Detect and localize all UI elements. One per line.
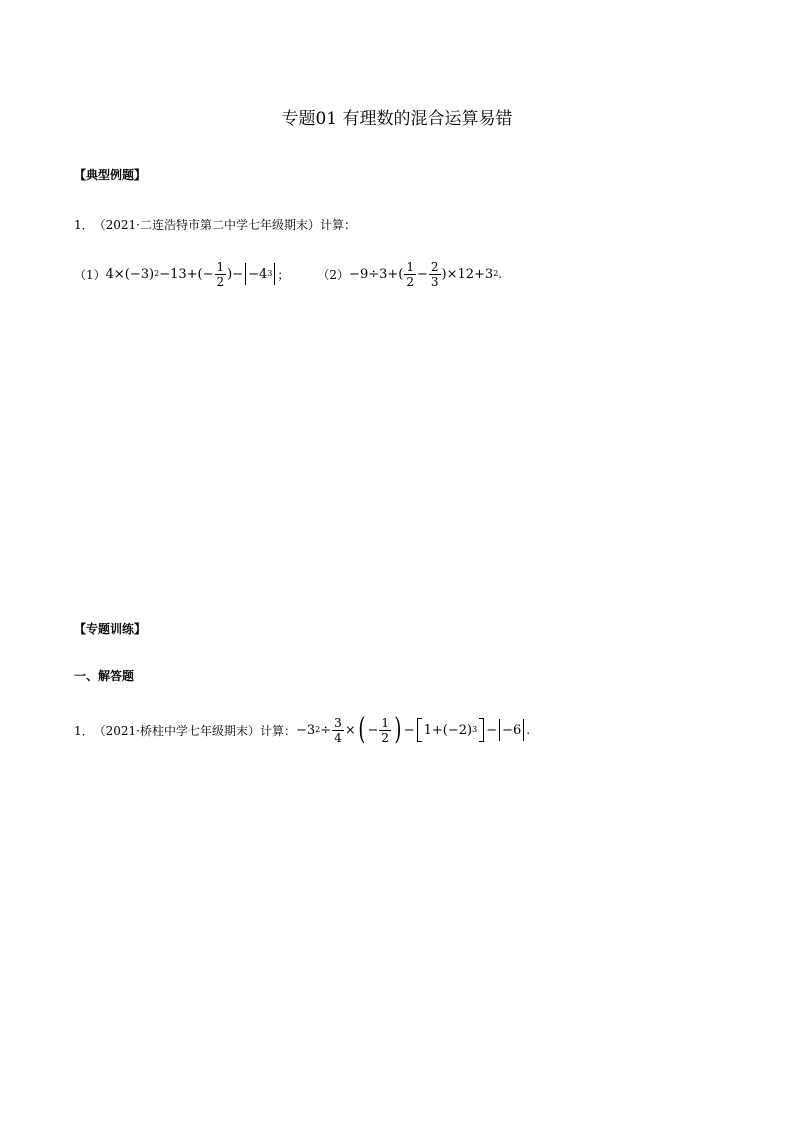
page-title: 专题01 有理数的混合运算易错 (281, 109, 513, 129)
fraction-two-thirds: $\frac{2}{3}$ (430, 259, 439, 289)
expression-2: −9÷3+( $\frac{1}{2}$ − $\frac{2}{3}$ )×12+3 2 (349, 259, 499, 289)
example-1-prompt (74, 216, 356, 233)
section-heading-training: 【专题训练】 (74, 622, 147, 636)
exercise-1 (74, 710, 530, 750)
example-1-expressions (74, 256, 502, 292)
question-number: 1． (74, 723, 94, 738)
question-source: （2021·桥柱中学七年级期末）计算： (93, 723, 296, 738)
section-heading-examples: 【典型例题】 (74, 168, 147, 182)
expression-1: 4×(−3) 2 −13+(− $\frac{1}{2}$ )− −4 3 (106, 261, 278, 288)
fraction-one-half: $\frac{1}{2}$ (216, 259, 225, 289)
fraction-one-half: $\frac{1}{2}$ (381, 715, 389, 745)
part-1-label: （1） (74, 267, 106, 282)
exercise-expression: −3 2 ÷ $\frac{3}{4}$ × ( − $\frac{1}{2}$ ) − 1+(−2) 3 − −6 (296, 715, 526, 745)
expression-end: . (498, 267, 503, 281)
part-2-label: （2） (317, 267, 350, 282)
fraction-one-half: $\frac{1}{2}$ (406, 259, 414, 289)
subsection-heading: 一、解答题 (74, 669, 135, 683)
fraction-three-quarters: $\frac{3}{4}$ (334, 715, 342, 745)
question-number: 1． (74, 218, 94, 232)
question-source: （2021·二连浩特市第二中学七年级期末）计算： (93, 218, 356, 232)
part-separator: ； (277, 267, 290, 282)
expression-end: . (526, 723, 531, 737)
